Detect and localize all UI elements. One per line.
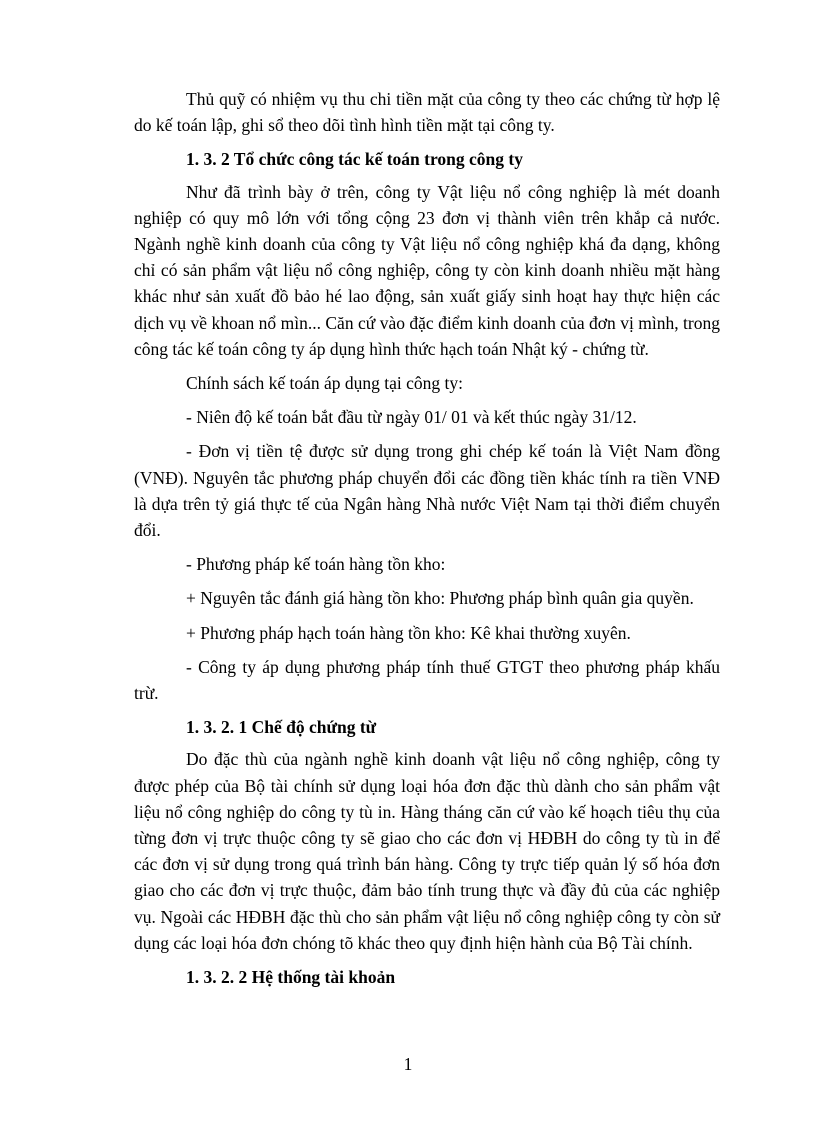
paragraph-vat-method: - Công ty áp dụng phương pháp tính thuế GTGT theo phương pháp khấu trừ. (134, 656, 720, 704)
paragraph-voucher-details: Do đặc thù của ngành nghề kinh doanh vật liệu nổ công nghiệp, công ty được phép của Bộ tài chính sử dụng loại hóa đơn đặc thù dành cho sản phẩm vật liệu nổ công nghiệp do công ty tù in. Hàng tháng căn cứ vào kế hoạch tiêu thụ của từng đơn vị trực thuộc công ty sẽ giao cho các đơn vị HĐBH do công ty tù in để các đơn vị sử dụng trong quá trình bán hàng. Công ty trực tiếp quản lý số hóa đơn giao cho các đơn vị trực thuộc, đảm bảo tính trung thực và đầy đủ của các nghiệp vụ. Ngoài các HĐBH đặc thù cho sản phẩm vật liệu nổ công nghiệp công ty còn sử dụng các loại hóa đơn chóng tõ khác theo quy định hiện hành của Bộ Tài chính. (134, 749, 720, 953)
paragraph-inventory-valuation: + Nguyên tắc đánh giá hàng tồn kho: Phương pháp bình quân gia quyền. (186, 588, 694, 609)
paragraph-inventory-accounting: + Phương pháp hạch toán hàng tồn kho: Kê khai thường xuyên. (186, 622, 631, 643)
paragraph-accounting-policy-intro: Chính sách kế toán áp dụng tại công ty: (186, 373, 464, 394)
heading-accounting-organization: 1. 3. 2 Tổ chức công tác kế toán trong công ty (186, 149, 523, 170)
document-page (134, 86, 720, 996)
heading-voucher-regime: 1. 3. 2. 1 Chế độ chứng từ (186, 717, 377, 738)
paragraph-inventory-method: - Phương pháp kế toán hàng tồn kho: (186, 554, 446, 575)
page-number: 1 (403, 1054, 413, 1074)
paragraph-fiscal-year: - Niên độ kế toán bắt đầu từ ngày 01/ 01 và kết thúc ngày 31/12. (186, 407, 637, 428)
paragraph-company-overview: Như đã trình bày ở trên, công ty Vật liệu nổ công nghiệp là mét doanh nghiệp có quy mô lớn với tổng cộng 23 đơn vị thành viên trên khắp cả nước. Ngành nghề kinh doanh của công ty Vật liệu nổ công nghiệp khá đa dạng, không chỉ có sản phẩm vật liệu nổ công nghiệp, công ty còn kinh doanh nhiều mặt hàng khác như sản xuất đồ bảo hé lao động, sản xuất giấy sinh hoạt hay thực hiện các dịch vụ về khoan nổ mìn... Căn cứ vào đặc điểm kinh doanh của đơn vị mình, trong công tác kế toán công ty áp dụng hình thức hạch toán Nhật ký - chứng từ. (134, 181, 720, 359)
paragraph-currency: - Đơn vị tiền tệ được sử dụng trong ghi chép kế toán là Việt Nam đồng (VNĐ). Nguyên tắc phương pháp chuyển đổi các đồng tiền khác tính ra tiền VNĐ là dựa trên tỷ giá thực tế của Ngân hàng Nhà nước Việt Nam tại thời điểm chuyển đổi. (134, 441, 720, 541)
heading-account-system: 1. 3. 2. 2 Hệ thống tài khoản (186, 967, 396, 988)
paragraph-treasurer: Thủ quỹ có nhiệm vụ thu chi tiền mặt của công ty theo các chứng từ hợp lệ do kế toán lập, ghi sổ theo dõi tình hình tiền mặt tại công ty. (134, 89, 720, 136)
